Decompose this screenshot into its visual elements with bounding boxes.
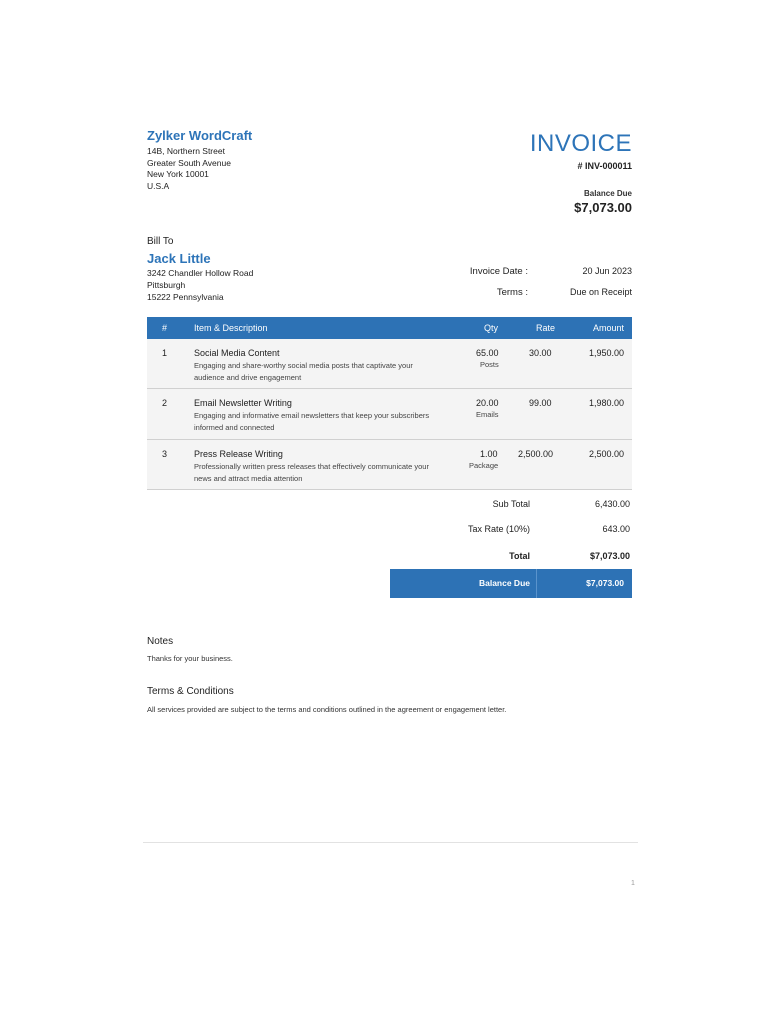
table-row: [147, 339, 632, 389]
row-unit: Package: [469, 461, 499, 470]
row-item: Press Release Writing: [194, 449, 283, 459]
terms-conditions-text: All services provided are subject to the terms and conditions outlined in the agreement or engagement letter.: [147, 705, 507, 714]
header-item: Item & Description: [194, 323, 268, 333]
balance-due-label: Balance Due: [583, 189, 632, 198]
row-amount: 1,950.00: [588, 348, 624, 358]
terms-label: Terms :: [496, 287, 528, 298]
tax-label: Tax Rate (10%): [467, 524, 530, 534]
client-address-line: 15222 Pennsylvania: [147, 292, 224, 302]
row-num: 1: [162, 348, 168, 358]
items-table-header: [147, 317, 632, 339]
row-rate: 2,500.00: [518, 449, 554, 459]
row-description: informed and connected: [194, 423, 275, 432]
table-row: [147, 389, 632, 440]
row-description: Engaging and informative email newsletters that keep your subscribers: [194, 411, 430, 420]
client-address-line: 3242 Chandler Hollow Road: [147, 268, 254, 278]
row-amount: 2,500.00: [588, 449, 624, 459]
tax-value: 643.00: [602, 524, 630, 534]
balance-due-amount: $7,073.00: [574, 200, 632, 215]
balance-due-bar-value: $7,073.00: [586, 578, 624, 588]
page-number: 1: [631, 880, 635, 887]
sub-total-label: Sub Total: [492, 499, 530, 509]
notes-text: Thanks for your business.: [147, 654, 233, 663]
row-rate: 99.00: [529, 398, 552, 408]
divider: [536, 569, 537, 598]
total-label: Total: [509, 551, 530, 561]
invoice-title: INVOICE: [529, 130, 632, 157]
balance-due-bar: [390, 569, 632, 598]
footer-divider: [143, 842, 638, 843]
row-description: audience and drive engagement: [194, 373, 302, 382]
bill-to-label: Bill To: [147, 236, 174, 247]
row-item: Social Media Content: [194, 348, 280, 358]
header-rate: Rate: [536, 323, 556, 333]
sub-total-value: 6,430.00: [594, 499, 630, 509]
header-amount: Amount: [592, 323, 624, 333]
client-name: Jack Little: [147, 251, 211, 266]
row-unit: Emails: [476, 410, 499, 419]
invoice-number: # INV-000011: [577, 161, 632, 171]
row-amount: 1,980.00: [588, 398, 624, 408]
header-qty: Qty: [484, 323, 499, 333]
header-num: #: [162, 323, 168, 333]
client-address-line: Pittsburgh: [147, 280, 186, 290]
company-name: Zylker WordCraft: [147, 128, 253, 143]
balance-due-bar-label: Balance Due: [478, 578, 530, 588]
row-num: 3: [162, 449, 168, 459]
total-value: $7,073.00: [589, 551, 630, 561]
terms-value: Due on Receipt: [569, 287, 632, 297]
table-row: [147, 440, 632, 490]
company-address-line: Greater South Avenue: [147, 158, 231, 168]
terms-conditions-title: Terms & Conditions: [147, 686, 234, 697]
row-description: news and attract media attention: [194, 474, 303, 483]
row-description: Professionally written press releases that effectively communicate your: [194, 462, 429, 471]
row-item: Email Newsletter Writing: [194, 398, 292, 408]
row-qty: 1.00: [480, 449, 498, 459]
invoice-date-value: 20 Jun 2023: [582, 266, 632, 276]
notes-title: Notes: [147, 636, 174, 647]
company-address-line: 14B, Northern Street: [147, 146, 225, 156]
row-num: 2: [162, 398, 168, 408]
row-unit: Posts: [480, 360, 499, 369]
row-qty: 20.00: [476, 398, 499, 408]
row-qty: 65.00: [476, 348, 499, 358]
invoice-date-label: Invoice Date :: [469, 266, 528, 277]
row-description: Engaging and share-worthy social media posts that captivate your: [194, 361, 413, 370]
company-address-line: U.S.A: [147, 181, 170, 191]
company-address-line: New York 10001: [147, 169, 209, 179]
row-rate: 30.00: [529, 348, 552, 358]
